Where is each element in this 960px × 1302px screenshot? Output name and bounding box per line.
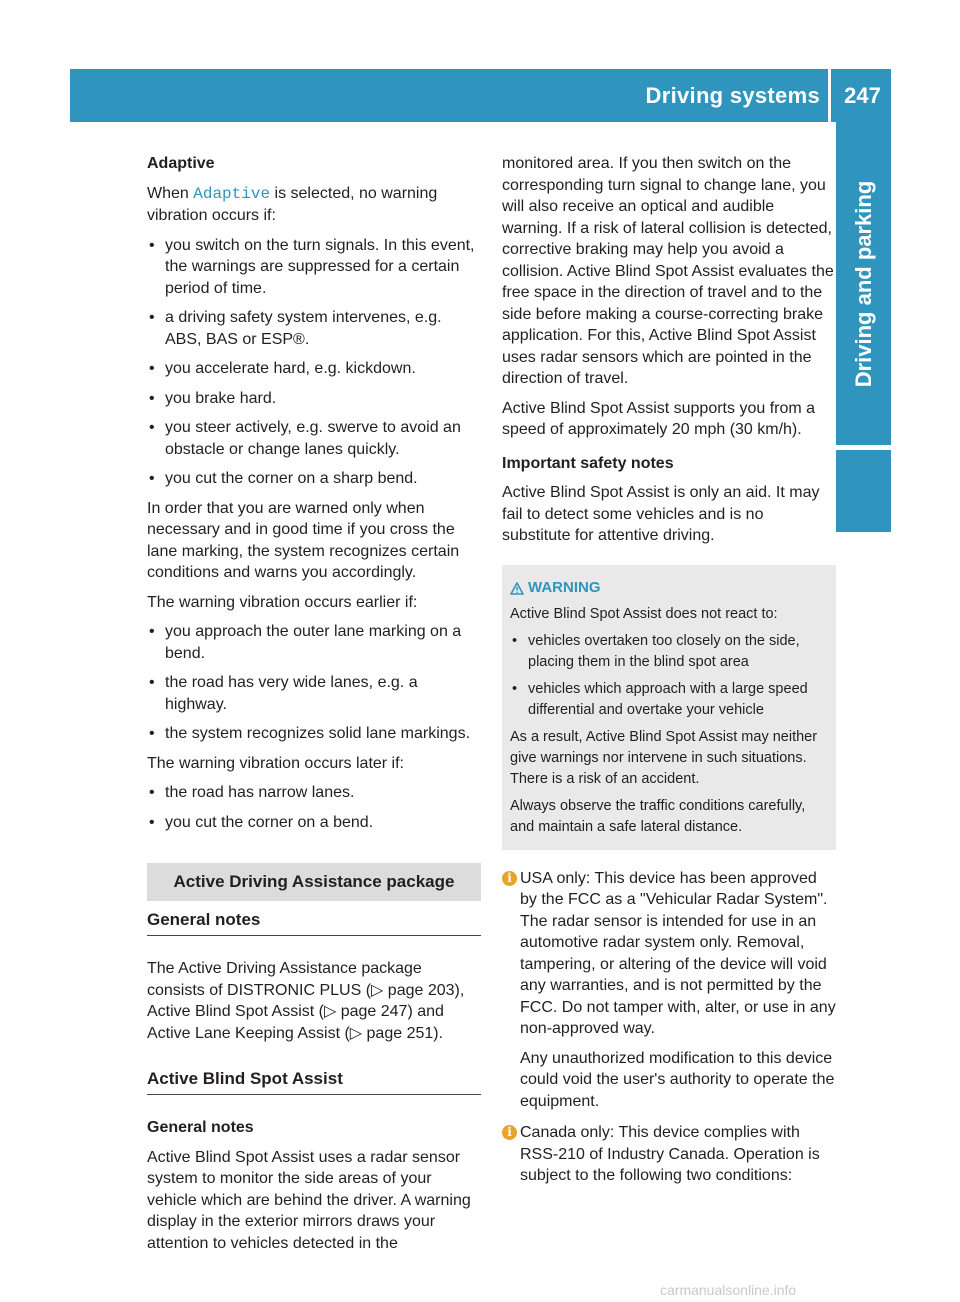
warning-advice: Always observe the traffic conditions carefully, and maintain a safe lateral distance. [510, 797, 806, 835]
list-item: • you cut the corner on a sharp bend. [149, 470, 418, 487]
list-item-text: the road has very wide lanes, e.g. a highway. [165, 674, 418, 713]
list-item-text: the road has narrow lanes. [165, 784, 355, 801]
list-item: • you cut the corner on a bend. [149, 813, 374, 831]
left-column [147, 153, 481, 1262]
chapter-side-tab [836, 122, 891, 445]
list-item-text: you switch on the turn signals. In this event, the warnings are suppressed for a certain period of time. [165, 236, 475, 297]
blind-spot-heading: Active Blind Spot Assist [147, 1068, 481, 1095]
continuation-paragraph: monitored area. If you then switch on the corresponding turn signal to change lane, you will also receive an optical and audible warning. If a risk of lateral collision is detected, corrective braking may help you avoid a collision. Active Blind Spot Assist evaluates the free space in the direction of travel and to the side before making a course-correcting brake application. For this, Active Blind Spot Assist uses radar sensors which are pointed in the direction of travel. [502, 155, 834, 387]
list-item-text: you cut the corner on a sharp bend. [165, 470, 418, 487]
list-item: • the system recognizes solid lane markings. [149, 725, 471, 742]
usa-info-text-2: Any unauthorized modification to this device could void the user's authority to operate the equipment. [520, 1049, 835, 1110]
list-item-text: you brake hard. [165, 389, 277, 407]
list-item-text: you approach the outer lane marking on a bend. [165, 623, 462, 662]
list-item: • you switch on the turn signals. In this event, the warnings are suppressed for a certain period of time. [149, 236, 475, 297]
list-item-text: you cut the corner on a bend. [165, 813, 374, 831]
package-section-bar: Active Driving Assistance package [147, 863, 481, 901]
canada-info-text: Canada only: This device complies with RSS-210 of Industry Canada. Operation is subject to the following two conditions: [520, 1124, 820, 1184]
warning-intro: Active Blind Spot Assist does not react to: [510, 605, 778, 622]
order-paragraph: In order that you are warned only when necessary and in good time if you cross the lane marking, the system recognizes certain conditions and warns you accordingly. [147, 499, 460, 581]
list-item: • you accelerate hard, e.g. kickdown. [149, 360, 416, 377]
safety-paragraph: Active Blind Spot Assist is only an aid. It may fail to detect some vehicles and is no substitute for attentive driving. [502, 484, 820, 544]
list-item: • vehicles overtaken too closely on the side, placing them in the blind spot area [512, 632, 800, 670]
list-item: • the road has very wide lanes, e.g. a highway. [149, 674, 418, 713]
list-item: • a driving safety system intervenes, e.g. ABS, BAS or ESP®. [149, 309, 442, 348]
adaptive-heading: Adaptive [147, 155, 215, 172]
list-item: • you steer actively, e.g. swerve to avoid an obstacle or change lanes quickly. [149, 419, 461, 458]
info-icon: i [502, 871, 517, 886]
earlier-intro: The warning vibration occurs earlier if: [147, 593, 418, 611]
package-paragraph: The Active Driving Assistance package consists of DISTRONIC PLUS (▷ page 203), Active Blind Spot Assist (▷ page 247) and Active Lane Keeping Assist (▷ page 251). [147, 960, 465, 1042]
later-intro: The warning vibration occurs later if: [147, 754, 404, 772]
watermark: carmanualsonline.info [660, 1282, 797, 1298]
general-notes-heading: General notes [147, 909, 481, 936]
list-item-text: vehicles overtaken too closely on the side, placing them in the blind spot area [528, 632, 800, 670]
side-tab-marker [836, 450, 891, 532]
usa-info-text: USA only: This device has been approved by the FCC as a "Vehicular Radar System". The radar sensor is intended for use in an automotive radar system only. Removal, tampering, or altering of the device will void any warranties, and is not permitted by the FCC. Do not tamper with, alter, or use in any non-approved way. [520, 869, 836, 1037]
page-number: 247 [844, 83, 881, 108]
info-icon: i [502, 1125, 517, 1140]
adaptive-setting: Adaptive [193, 184, 271, 203]
safety-heading: Important safety notes [502, 454, 674, 472]
list-item: • vehicles which approach with a large speed differential and overtake your vehicle [512, 680, 808, 718]
intro-text-end: is selected, no warning vibration occurs if: [147, 184, 438, 224]
warning-triangle-icon [510, 582, 524, 595]
blind-spot-general-notes: General notes [147, 1119, 254, 1136]
list-item: • the road has narrow lanes. [149, 784, 355, 801]
section-title: Driving systems [645, 83, 820, 108]
blind-spot-paragraph: Active Blind Spot Assist uses a radar sensor system to monitor the side areas of your vehicle which are behind the driver. A warning display in the exterior mirrors draws your attention to vehicles detected in the [147, 1148, 471, 1252]
warning-result: As a result, Active Blind Spot Assist may neither give warnings nor intervene in such situations. There is a risk of an accident. [510, 728, 818, 787]
list-item-text: vehicles which approach with a large speed differential and overtake your vehicle [528, 680, 808, 718]
list-item-text: you steer actively, e.g. swerve to avoid an obstacle or change lanes quickly. [165, 419, 461, 458]
warning-label: WARNING [528, 578, 601, 596]
usa-info-note [502, 868, 836, 1113]
speed-paragraph: Active Blind Spot Assist supports you from a speed of approximately 20 mph (30 km/h). [502, 399, 816, 438]
list-item: • you brake hard. [149, 389, 277, 407]
warning-header [510, 577, 828, 598]
canada-info-note [502, 1122, 836, 1187]
right-column [502, 153, 836, 1197]
list-item-text: you accelerate hard, e.g. kickdown. [165, 360, 416, 377]
chapter-tab-label: Driving and parking [850, 180, 876, 387]
adaptive-intro [147, 183, 481, 227]
list-item: • you approach the outer lane marking on a bend. [149, 623, 462, 662]
list-item-text: the system recognizes solid lane markings. [165, 725, 471, 742]
warning-box [502, 565, 836, 850]
intro-text: When [147, 184, 189, 202]
list-item-text: a driving safety system intervenes, e.g. ABS, BAS or ESP®. [165, 309, 442, 348]
header-divider [828, 69, 831, 122]
